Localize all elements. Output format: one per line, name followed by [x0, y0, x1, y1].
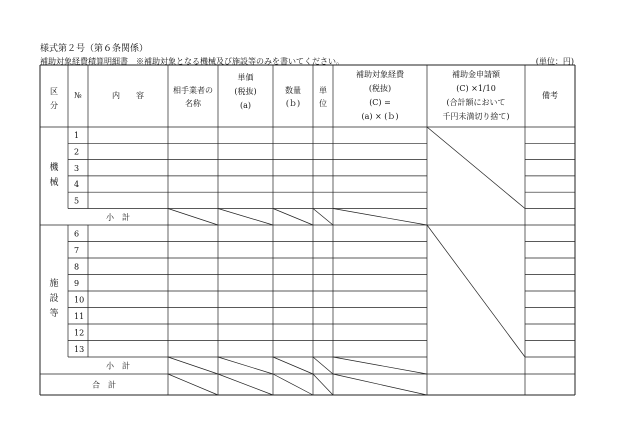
header-subsidy: (合計額において	[446, 98, 506, 107]
header-unit-price: 単価	[237, 73, 254, 82]
row-number: 7	[74, 245, 80, 255]
header-content: 内 容	[112, 91, 144, 100]
diagonal-mark	[333, 357, 427, 374]
row-number: 11	[74, 311, 85, 321]
header-eligible-cost: (a) × (ｂ)	[361, 112, 399, 121]
header-subsidy: 補助金申請額	[452, 70, 500, 79]
header-eligible-cost: 補助対象経費	[356, 70, 404, 79]
diagonal-mark	[168, 209, 218, 226]
form-description: 補助対象経費積算明細書 ※補助対象となる機械及び施設等のみを書いてください。	[40, 57, 344, 66]
header-category: 分	[50, 101, 58, 110]
row-number: 9	[74, 278, 80, 288]
row-number: 2	[74, 147, 80, 157]
section-label-machinery: 機 械	[49, 163, 59, 188]
header-unit-price: (a)	[239, 101, 252, 110]
header-unit: 位	[319, 99, 327, 108]
header-vendor: 相手業者の	[173, 86, 213, 95]
header-unit: 単	[319, 86, 327, 95]
header-category: 区	[50, 87, 58, 96]
diagonal-mark	[313, 209, 333, 226]
diagonal-mark	[333, 374, 427, 395]
diagonal-mark	[427, 225, 525, 357]
diagonal-mark	[313, 357, 333, 374]
row-number: 6	[74, 229, 80, 239]
header-subsidy: (C) ×1/10	[456, 84, 496, 93]
row-number: 3	[74, 163, 80, 173]
diagonal-mark	[168, 374, 218, 395]
header-remarks: 備考	[542, 91, 558, 100]
diagonal-mark	[273, 209, 313, 226]
diagonal-mark	[218, 209, 273, 226]
row-number: 10	[74, 295, 85, 305]
header-unit-price: (税抜)	[234, 87, 257, 96]
row-number: 12	[74, 328, 85, 338]
diagonal-mark	[313, 374, 333, 395]
diagonal-mark	[427, 127, 525, 209]
row-number: 8	[74, 262, 80, 272]
diagonal-mark	[218, 357, 273, 374]
total-label: 合 計	[92, 380, 116, 390]
header-subsidy: 千円未満切り捨て)	[442, 112, 510, 121]
diagonal-mark	[333, 209, 427, 226]
section-label-facilities: 施 設 等	[49, 279, 59, 319]
row-number: 4	[74, 180, 80, 190]
header-quantity: 数量	[285, 86, 301, 95]
row-number: 13	[74, 344, 85, 354]
subtotal-label: 小 計	[106, 361, 130, 371]
row-number: 1	[74, 131, 80, 141]
diagonal-mark	[218, 374, 273, 395]
diagonal-mark	[273, 374, 313, 395]
header-eligible-cost: (C) =	[369, 98, 391, 107]
header-eligible-cost: (税抜)	[368, 84, 392, 93]
header-no: №	[74, 91, 82, 100]
form-number-label: 様式第２号（第６条関係）	[40, 44, 149, 54]
subtotal-label: 小 計	[106, 212, 130, 222]
header-quantity: (ｂ)	[285, 99, 301, 108]
diagonal-mark	[168, 357, 218, 374]
diagonal-mark	[273, 357, 313, 374]
header-vendor: 名称	[185, 99, 201, 108]
unit-label: (単位：円)	[535, 57, 574, 66]
row-number: 5	[74, 196, 80, 206]
